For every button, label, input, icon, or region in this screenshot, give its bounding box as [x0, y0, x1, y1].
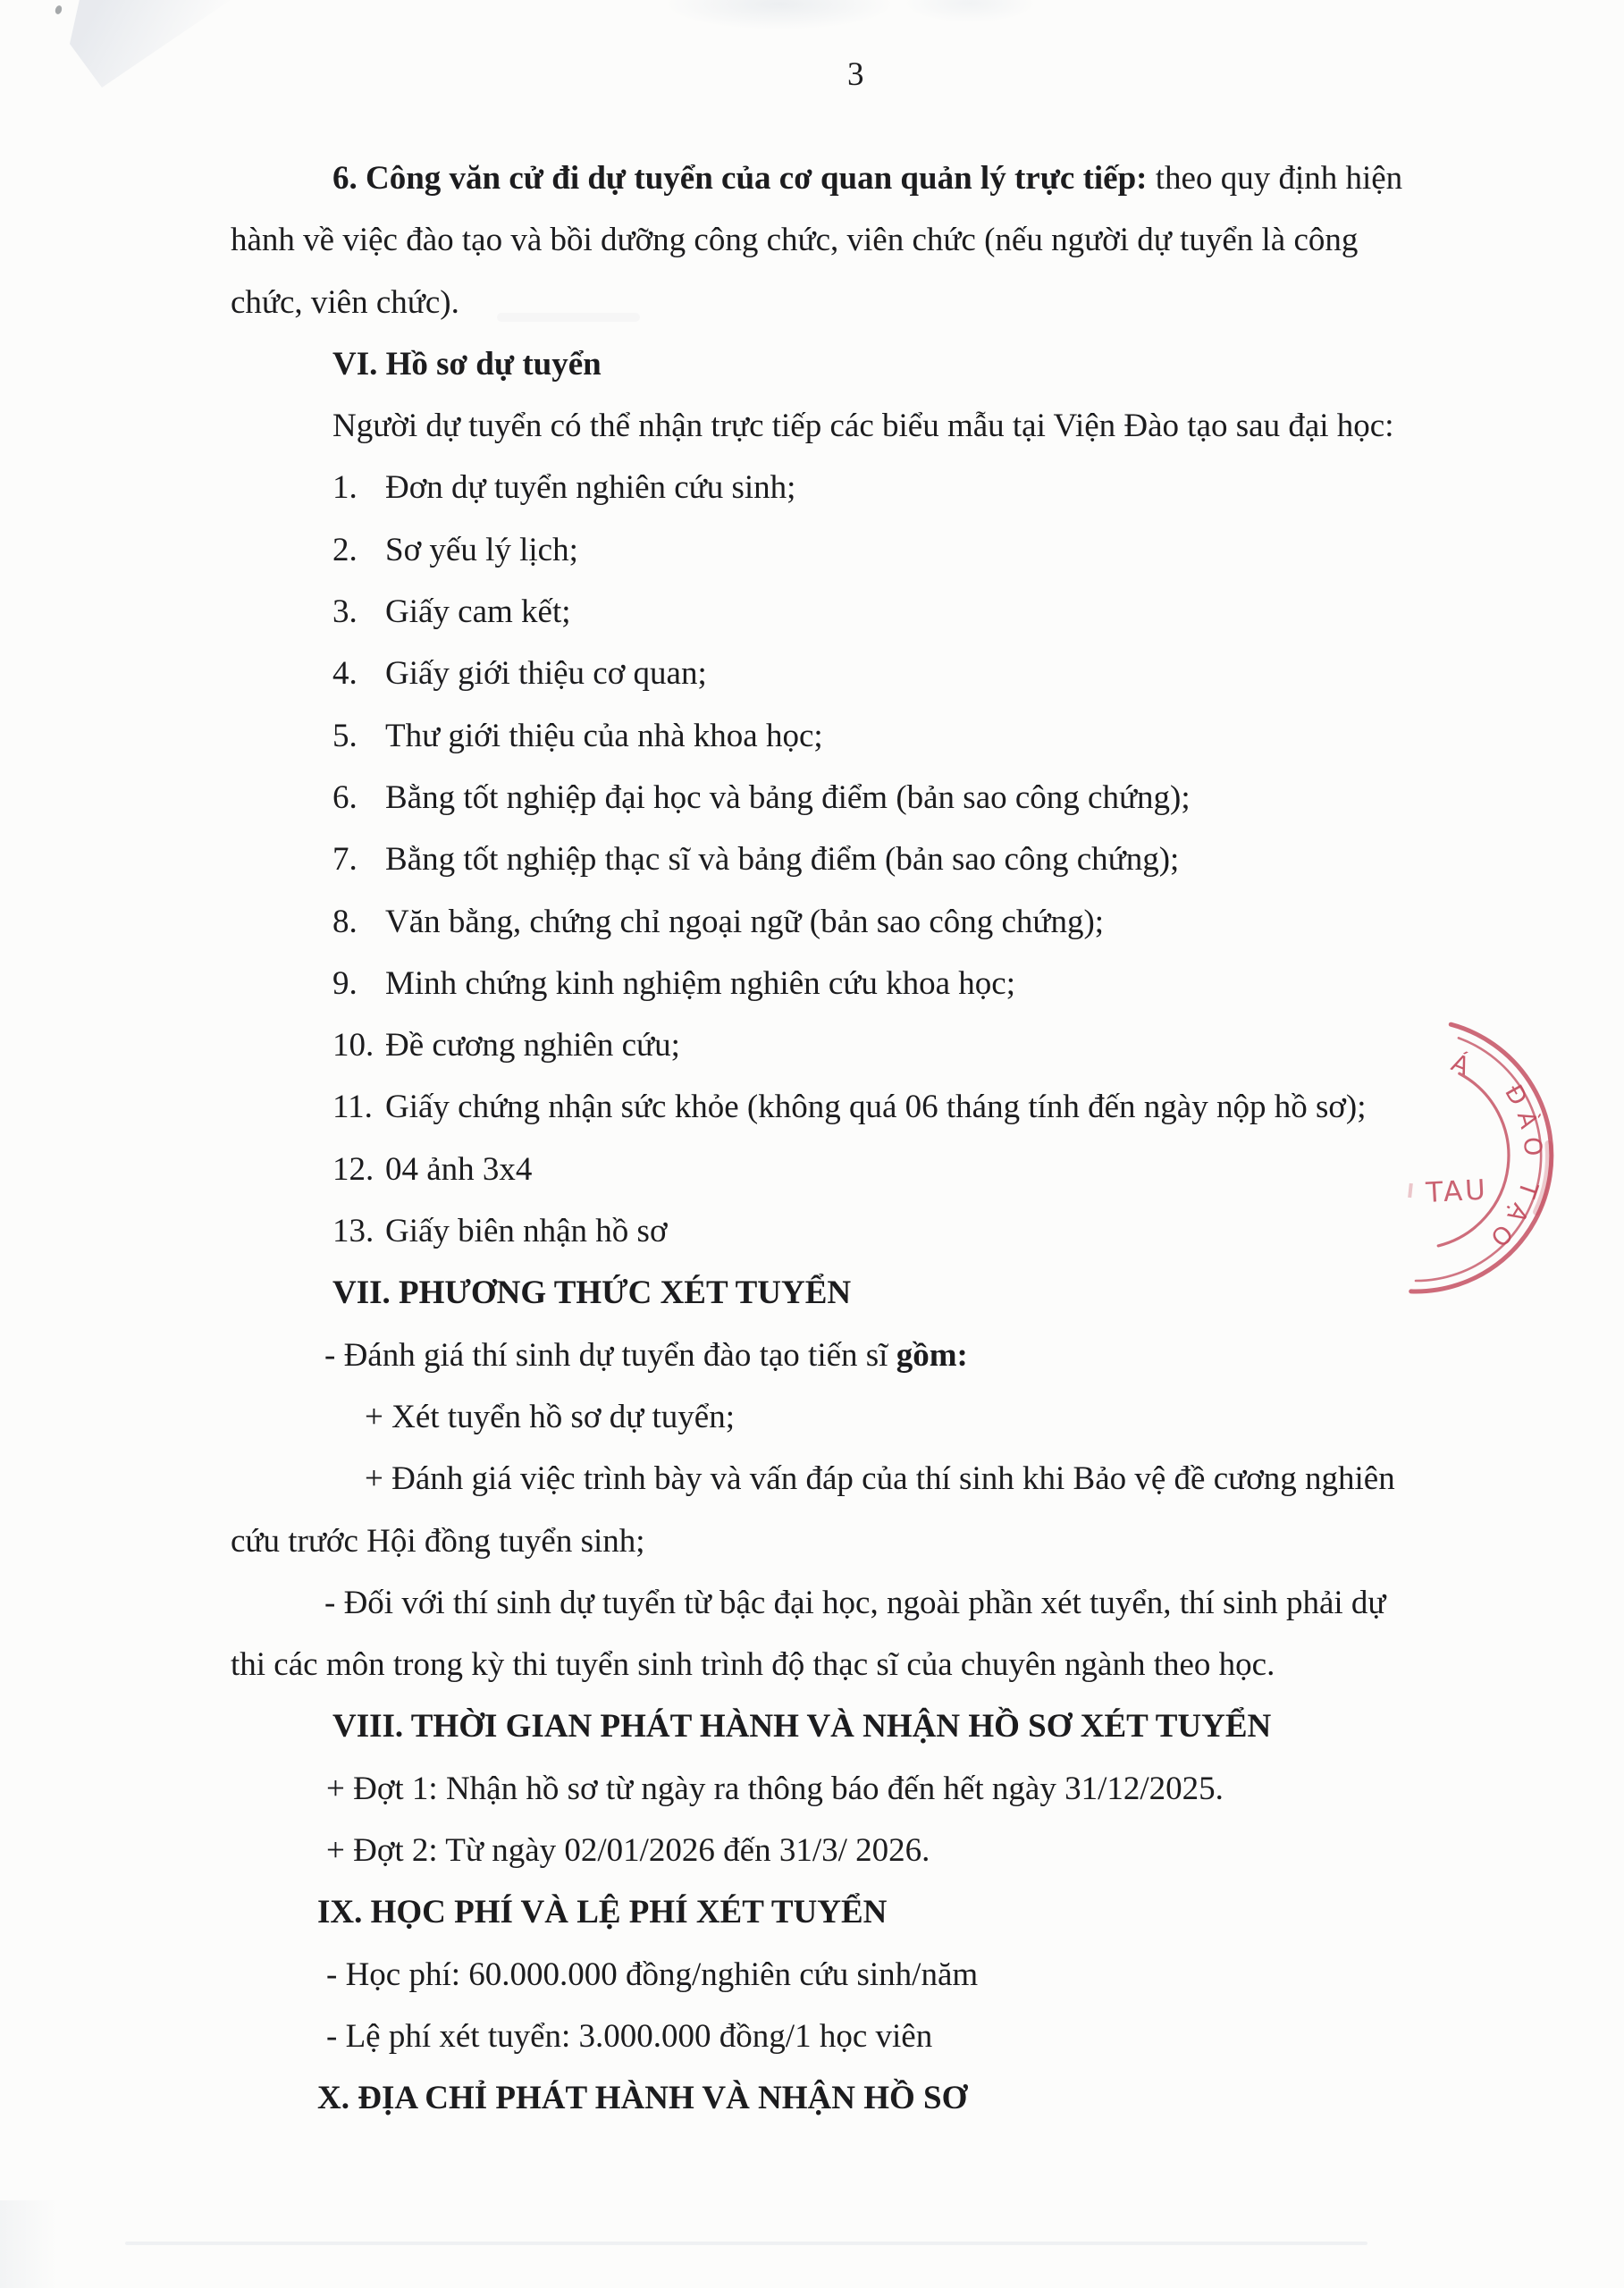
- stamp-center-text: TAU: [1425, 1173, 1489, 1209]
- list-item-text: Bằng tốt nghiệp thạc sĩ và bảng điểm (bản sao công chứng);: [385, 841, 1180, 879]
- list-item: [231, 519, 1536, 581]
- list-item: [231, 457, 1536, 518]
- list-item-number: 4.: [332, 655, 358, 693]
- page-number: 3: [847, 56, 864, 93]
- scan-artifact-streak: [125, 2242, 1367, 2245]
- section-heading-vii: VII. PHƯƠNG THỨC XÉT TUYỂN: [332, 1274, 852, 1312]
- list-item: [231, 581, 1536, 643]
- section-heading-ix: IX. HỌC PHÍ VÀ LỆ PHÍ XÉT TUYỂN: [317, 1894, 888, 1931]
- paragraph-6-line-1: [231, 147, 1536, 209]
- scan-artifact-corner-wedge: [70, 0, 231, 88]
- paragraph-6-line-2: hành về việc đào tạo và bồi dưỡng công chức, viên chức (nếu người dự tuyển là công: [231, 222, 1359, 259]
- section-viii-round-1: + Đợt 1: Nhận hồ sơ từ ngày ra thông báo đến hết ngày 31/12/2025.: [326, 1770, 1224, 1807]
- list-item-text: Giấy giới thiệu cơ quan;: [385, 655, 707, 693]
- section-vii-plus-1: + Xét tuyển hồ sơ dự tuyển;: [365, 1398, 735, 1435]
- list-item-text: Văn bằng, chứng chỉ ngoại ngữ (bản sao công chứng);: [385, 903, 1105, 940]
- list-item: [231, 643, 1536, 704]
- section-heading-viii: VIII. THỜI GIAN PHÁT HÀNH VÀ NHẬN HỒ SƠ XÉT TUYỂN: [332, 1708, 1272, 1745]
- list-item: [231, 953, 1536, 1014]
- scan-artifact-dot: [55, 4, 63, 15]
- section-vi-intro: Người dự tuyển có thể nhận trực tiếp các biểu mẫu tại Viện Đào tạo sau đại học:: [332, 408, 1394, 445]
- list-item-number: 2.: [332, 531, 358, 568]
- list-item-text: Đơn dự tuyển nghiên cứu sinh;: [385, 469, 796, 507]
- paragraph-6-bold-lead: 6. Công văn cử đi dự tuyển của cơ quan quản lý trực tiếp:: [332, 160, 1148, 197]
- section-viii-round-2: + Đợt 2: Từ ngày 02/01/2026 đến 31/3/ 2026.: [326, 1832, 930, 1870]
- section-vii-dash-2-line-1: - Đối với thí sinh dự tuyển từ bậc đại học, ngoài phần xét tuyển, thí sinh phải dự: [324, 1584, 1386, 1621]
- section-ix-tuition: - Học phí: 60.000.000 đồng/nghiên cứu sinh/năm: [326, 1956, 979, 1993]
- list-item-number: 10.: [332, 1027, 374, 1064]
- list-item-number: 12.: [332, 1150, 374, 1188]
- list-item: [231, 1139, 1536, 1200]
- stamp-top-letter: Á: [1447, 1048, 1474, 1081]
- list-item: [231, 705, 1536, 767]
- dash-1-bold: gồm:: [896, 1336, 968, 1374]
- document-body: [231, 147, 1536, 2130]
- list-item-number: 11.: [332, 1089, 373, 1126]
- section-vii-plus-2-line-1: + Đánh giá việc trình bày và vấn đáp của thí sinh khi Bảo vệ đề cương nghiên: [365, 1460, 1395, 1498]
- list-item-text: Thư giới thiệu của nhà khoa học;: [385, 717, 823, 754]
- paragraph-6-line-3: chức, viên chức).: [231, 283, 459, 321]
- section-heading-vi: VI. Hồ sơ dự tuyển: [332, 345, 602, 383]
- stamp-arc-text: ĐÀO TẠO: [1478, 1080, 1547, 1258]
- list-item-number: 8.: [332, 903, 358, 940]
- list-item-text: Sơ yếu lý lịch;: [385, 531, 578, 568]
- list-item-text: Đề cương nghiên cứu;: [385, 1027, 680, 1064]
- list-item-number: 9.: [332, 964, 358, 1002]
- list-item: [231, 1200, 1536, 1262]
- list-item-number: 5.: [332, 717, 358, 754]
- list-item-text: 04 ảnh 3x4: [385, 1150, 533, 1188]
- paragraph-6-lead-rest: theo quy định hiện: [1147, 160, 1403, 197]
- scan-artifact-corner-shadow: [0, 2200, 57, 2288]
- list-item-text: Giấy biên nhận hồ sơ: [385, 1213, 668, 1250]
- section-heading-x: X. ĐỊA CHỈ PHÁT HÀNH VÀ NHẬN HỒ SƠ: [317, 2080, 968, 2117]
- section-vii-plus-2-line-2: cứu trước Hội đồng tuyển sinh;: [231, 1522, 645, 1560]
- list-item-number: 3.: [332, 593, 358, 631]
- list-item-number: 1.: [332, 469, 358, 507]
- list-item-text: Giấy chứng nhận sức khỏe (không quá 06 tháng tính đến ngày nộp hồ sơ);: [385, 1089, 1367, 1126]
- section-vii-dash-1: [231, 1325, 1536, 1386]
- list-item: [231, 1014, 1536, 1076]
- scan-artifact-smudge: [903, 0, 1037, 23]
- scan-artifact-smudge: [663, 0, 896, 30]
- list-item: [231, 829, 1536, 890]
- section-vii-dash-2-line-2: thi các môn trong kỳ thi tuyển sinh trình độ thạc sĩ của chuyên ngành theo học.: [231, 1646, 1275, 1684]
- list-item-text: Bằng tốt nghiệp đại học và bảng điểm (bản sao công chứng);: [385, 778, 1191, 816]
- list-item: [231, 891, 1536, 953]
- list-item-number: 13.: [332, 1213, 374, 1250]
- list-item-text: Giấy cam kết;: [385, 593, 571, 631]
- list-item: [231, 1076, 1536, 1138]
- list-item-number: 7.: [332, 841, 358, 879]
- dash-1-text: - Đánh giá thí sinh dự tuyển đào tạo tiến sĩ: [324, 1336, 896, 1374]
- list-item: [231, 767, 1536, 829]
- list-item-number: 6.: [332, 778, 358, 816]
- section-ix-fee: - Lệ phí xét tuyển: 3.000.000 đồng/1 học viên: [326, 2017, 933, 2055]
- list-item-text: Minh chứng kinh nghiệm nghiên cứu khoa học;: [385, 964, 1015, 1002]
